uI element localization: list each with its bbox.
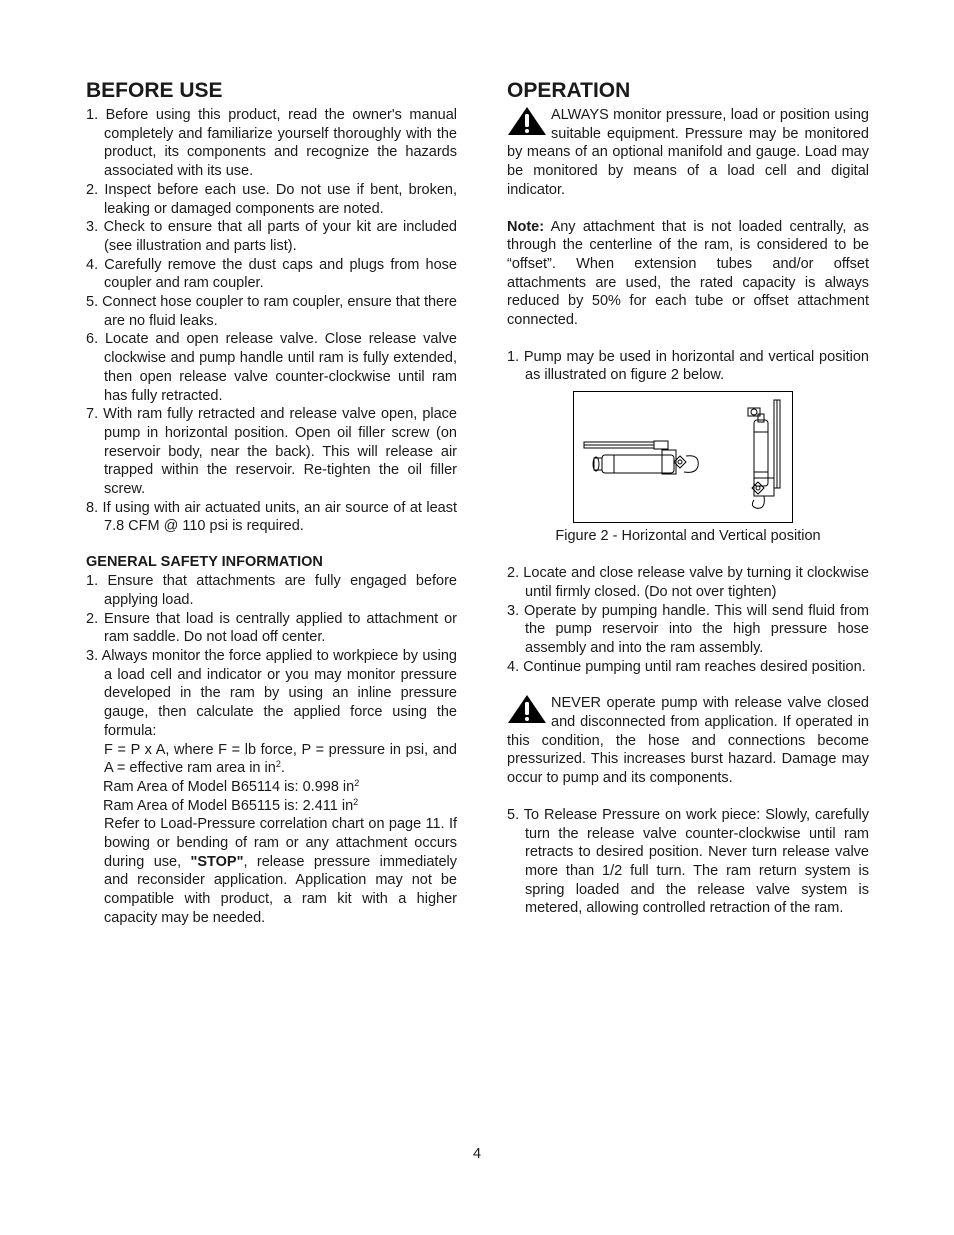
step-2: 2. Locate and close release valve by turning it clockwise until firmly closed. (Do not over tighten) xyxy=(507,565,869,600)
list-item: 4. Carefully remove the dust caps and plugs from hose coupler and ram coupler. xyxy=(86,256,457,292)
pump-drawing xyxy=(574,392,792,522)
list-item: 1. Before using this product, read the owner's manual completely and familiarize yourself thoroughly with the product, its components and recognize the hazards associated with its use. xyxy=(86,107,457,180)
list-item: 7. With ram fully retracted and release valve open, place pump in horizontal position. Open oil filler screw (on reservoir body, near the back). This will release air trapped within the reservoir. Re-tighten the oil filler screw. xyxy=(86,406,457,498)
before-use-list xyxy=(86,106,457,536)
list-item: 3. Always monitor the force applied to workpiece by using a load cell and indicator or you may monitor pressure developed in the ram by using an inline pressure gauge, then calculate the applied force using the formula: xyxy=(86,647,457,739)
operation-column xyxy=(507,78,869,918)
step-4: 4. Continue pumping until ram reaches desired position. xyxy=(507,658,866,675)
page-number: 4 xyxy=(472,1146,482,1162)
warning-monitor: ALWAYS monitor pressure, load or position using suitable equipment. Pressure may be monitored by means of an optional manifold and gauge. Load may be monitored by means of a load cell and digital indicator. xyxy=(507,107,869,198)
ram-area-b65115: Ram Area of Model B65115 is: 2.411 $in^2$ xyxy=(103,796,359,814)
list-item: 2. Inspect before each use. Do not use if bent, broken, leaking or damaged components are noted. xyxy=(86,181,457,217)
figure-caption: Figure 2 - Horizontal and Vertical position xyxy=(555,528,821,545)
formula-text: F = P x A, where F = lb force, P = pressure in psi, and A = effective ram area in $in^2$. xyxy=(104,741,457,777)
step-3: 3. Operate by pumping handle. This will send fluid from the pump reservoir into the high pressure hose assembly and into the ram assembly. xyxy=(507,602,869,656)
list-item: 8. If using with air actuated units, an air source of at least 7.8 CFM @ 110 psi is required. xyxy=(86,499,457,535)
list-item: 6. Locate and open release valve. Close release valve clockwise and pump handle until ram is fully extended, then open release valve counter-clockwise until ram has fully retracted. xyxy=(86,331,457,404)
step-5: 5. To Release Pressure on work piece: Slowly, carefully turn the release valve counter-clockwise until ram retracts to desired position. Never turn release valve more than 1/2 full turn. The ram return system is spring loaded and the release valve system is metered, allowing controlled retraction of the ram. xyxy=(507,806,869,917)
list-item: 1. Ensure that attachments are fully engaged before applying load. xyxy=(86,573,457,608)
ram-area-b65114: Ram Area of Model B65114 is: 0.998 $in^2$ xyxy=(103,777,360,795)
step-1: 1. Pump may be used in horizontal and vertical position as illustrated on figure 2 below. xyxy=(507,348,869,384)
operation-heading: OPERATION xyxy=(507,79,631,102)
refer-text: Refer to Load-Pressure correlation chart on page 11. If bowing or bending of ram or any attachment occurs during use, "STOP", release pressure immediately and reconsider application. Application may not be compatible with product, a ram kit with a higher capacity may be needed. xyxy=(104,816,457,926)
safety-heading: GENERAL SAFETY INFORMATION xyxy=(86,554,323,571)
list-item: 3. Check to ensure that all parts of your kit are included (see illustration and parts list). xyxy=(86,219,457,254)
warning-never-operate: NEVER operate pump with release valve closed and disconnected from application. If operated in this condition, the hose and connections become pressurized. This increases burst hazard. Damage may occur to pump and its components. xyxy=(507,695,869,787)
figure-2-pump-illustration xyxy=(573,391,793,523)
note-paragraph: Note: Any attachment that is not loaded centrally, as through the centerline of the ram, is considered to be “offset”. When extension tubes and/or offset attachments are used, the rated capacity is always reduced by 50% for each tube or offset attachment connected. xyxy=(507,218,869,329)
before-use-column xyxy=(86,78,457,928)
before-use-heading: BEFORE USE xyxy=(86,79,223,102)
safety-list xyxy=(86,572,457,740)
warning-triangle-icon xyxy=(507,694,547,724)
list-item: 2. Ensure that load is centrally applied to attachment or ram saddle. Do not load off center. xyxy=(86,610,457,646)
warning-triangle-icon xyxy=(507,106,547,136)
list-item: 5. Connect hose coupler to ram coupler, ensure that there are no fluid leaks. xyxy=(86,294,457,329)
